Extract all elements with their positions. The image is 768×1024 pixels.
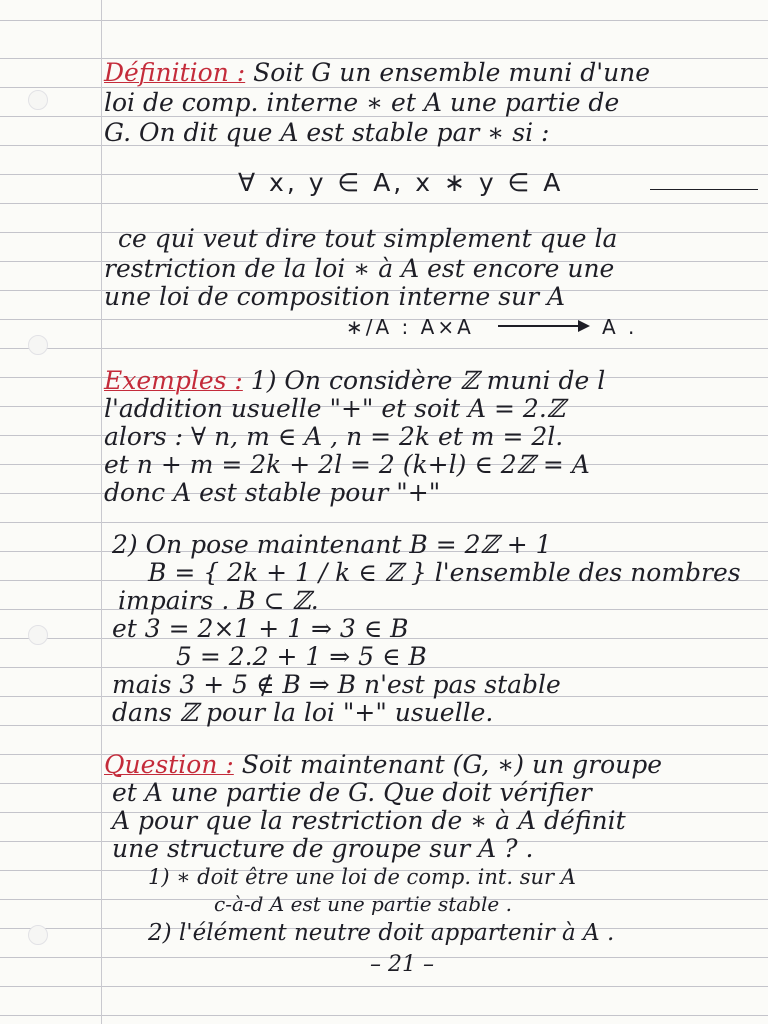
map-arrow-line (498, 325, 580, 327)
question-item-1-detail: c-à-d A est une partie stable . (214, 892, 512, 916)
binder-hole (28, 90, 48, 110)
examples-line-1 (104, 366, 605, 396)
example-1-text-1: 1) On considère ℤ muni de l (250, 366, 606, 395)
example-2-line-1: 2) On pose maintenant B = 2ℤ + 1 (112, 530, 552, 559)
binder-hole (28, 625, 48, 645)
question-line-1 (104, 750, 662, 780)
example-2-line-3: impairs . B ⊂ ℤ. (118, 586, 319, 615)
example-2-line-4: et 3 = 2×1 + 1 ⇒ 3 ∈ B (112, 614, 409, 643)
page-number: – 21 – (370, 952, 434, 977)
example-2-line-7: dans ℤ pour la loi "+" usuelle. (112, 698, 494, 727)
example-1-line-2: l'addition usuelle "+" et soit A = 2.ℤ (104, 394, 566, 423)
binder-hole (28, 335, 48, 355)
definition-line-2: loi de comp. interne ∗ et A une partie de (104, 88, 620, 117)
margin-line (101, 0, 102, 1024)
definition-heading: Définition : (104, 58, 246, 87)
restriction-map-right: A . (602, 315, 638, 339)
example-2-line-2: B = { 2k + 1 / k ∈ ℤ } l'ensemble des nombres (148, 558, 741, 587)
question-text-1: Soit maintenant (G, ∗) un groupe (241, 750, 663, 779)
definition-line-3: G. On dit que A est stable par ∗ si : (104, 118, 550, 147)
question-item-1: 1) ∗ doit être une loi de comp. int. sur A (148, 865, 576, 889)
binder-hole (28, 925, 48, 945)
definition-line-1 (104, 58, 650, 88)
question-line-3: A pour que la restriction de ∗ à A définit (112, 806, 626, 835)
example-2-line-5: 5 = 2.2 + 1 ⇒ 5 ∈ B (176, 642, 427, 671)
formula-dash (650, 189, 758, 190)
restriction-map-left: ∗/A : A×A (346, 315, 474, 339)
example-1-line-4: et n + m = 2k + 2l = 2 (k+l) ∈ 2ℤ = A (104, 450, 590, 479)
example-1-line-5: donc A est stable pour "+" (104, 478, 441, 507)
definition-line-4: ce qui veut dire tout simplement que la (118, 224, 618, 253)
example-2-line-6: mais 3 + 5 ∉ B ⇒ B n'est pas stable (112, 670, 561, 699)
question-item-2: 2) l'élément neutre doit appartenir à A . (148, 920, 615, 946)
definition-line-5: restriction de la loi ∗ à A est encore une (104, 254, 615, 283)
stability-formula: ∀ x, y ∈ A, x ∗ y ∈ A (238, 168, 564, 197)
definition-line-6: une loi de composition interne sur A (104, 282, 566, 311)
examples-heading: Exemples : (104, 366, 243, 395)
question-line-4: une structure de groupe sur A ? . (112, 834, 534, 863)
map-arrow-head (578, 320, 590, 332)
question-heading: Question : (104, 750, 234, 779)
definition-text-1: Soit G un ensemble muni d'une (253, 58, 651, 87)
question-line-2: et A une partie de G. Que doit vérifier (112, 778, 592, 807)
example-1-line-3: alors : ∀ n, m ∈ A , n = 2k et m = 2l. (104, 422, 564, 451)
